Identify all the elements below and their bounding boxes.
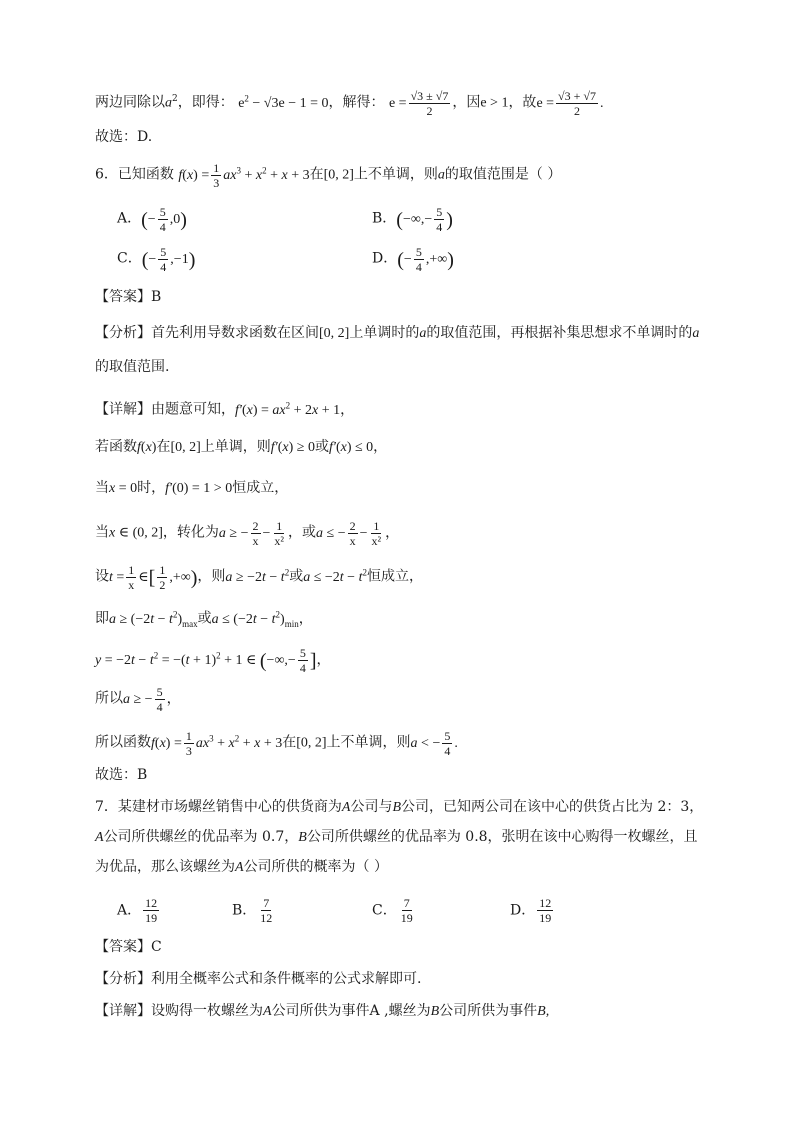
text-fragment: 两边同除以 [95,94,165,111]
math-expr: (−∞,− $\frac{5}{4}$ ) [396,205,453,234]
text-fragment: 恒成立， [366,568,423,585]
option-label: B． [232,902,257,919]
math-expr: [0, 2] [296,735,327,751]
option-d [372,245,454,274]
answer-label: 【答案】 [95,939,151,955]
text-fragment: 若函数 [95,439,137,455]
text-line: 故选：D. [95,129,153,145]
math-expr: f(x) [137,440,157,455]
answer-7 [95,937,162,957]
text-fragment: 6．已知函数 [95,166,174,183]
math-expr: f(x) = $\frac{1}{3}$ $ax^3 + x^2 + x + 3$ [151,728,283,758]
text-fragment: 上不单调，则 [326,734,411,751]
option-label: D． [372,250,398,267]
text-fragment: 或 [314,439,329,455]
math-expr: e > 1 [480,95,509,111]
text-fragment: ，转化为 [162,524,219,541]
text-fragment: 为优品，那么该螺丝为 [95,859,235,875]
text-line: 两边同除以$a^2$，即得： $e^2 - √3e - 1 = 0$，解得： e = $\frac{√3 \pm √7}{2}$ ，因e > 1，故e = $\frac{√3 + √7}{2}$ . [95,88,604,118]
text-fragment: 在 [282,734,297,751]
answer-value: B [151,289,162,305]
math-expr: $a \ge -2t - t^2$ [225,567,290,585]
text-fragment: 的取值范围是（ ） [444,166,562,183]
option-label: A． [117,902,142,919]
text-fragment: 公司所供为事件 [439,1003,538,1019]
option-label: A． [117,210,142,227]
math-expr: $e^2 - √3e - 1 = 0$ [238,93,329,111]
math-expr: $y = -2t - t^2 = -(t + 1)^2 + 1$ ∈ (−∞,− $\frac{5}{4}$ ]， [95,645,331,675]
option-a [117,896,161,925]
text-fragment: 上单调时的 [349,325,420,341]
math-expr: $a \le (-2t - t^2)_{min}$， [211,609,313,629]
text-fragment: 或 [197,610,212,627]
question-7 [95,797,703,818]
analysis-label: 【分析】 [95,971,151,987]
text-fragment: 公司与 [350,799,393,815]
text-fragment: ，因 [452,94,481,111]
math-expr: $a \ge (-2t - t^2)_{max}$ [109,609,198,629]
question-6 [95,160,561,190]
text-fragment: ，故 [508,94,537,111]
detail-line [95,728,458,758]
option-label: C． [117,250,142,267]
detail-line [95,562,423,592]
detail-label: 【详解】 [95,401,151,418]
text-fragment: 设购得一枚螺丝为 [151,1003,263,1019]
math-expr: e = $\frac{√3 + √7}{2}$ . [536,88,604,118]
option-d [510,896,555,925]
text-fragment: 在 [309,166,324,183]
option-b [232,896,276,925]
text-fragment: 由题意可知， [151,401,235,418]
text-fragment: 设 [95,568,109,585]
math-expr: $\frac{12}{19}$ [145,896,158,925]
text-fragment: ，则 [197,568,226,585]
text-fragment: 所以函数 [95,734,151,751]
text-fragment: ，即得： [177,94,234,111]
math-expr: B [430,1004,440,1019]
option-label: B． [372,210,397,227]
math-expr: A [341,800,351,815]
math-expr: f′(x) ≤ 0， [328,440,388,455]
detail-line [95,685,181,714]
math-expr: A [95,830,104,845]
math-expr: B [298,830,307,845]
text-fragment: 或 [289,568,304,585]
text-fragment: 在 [156,439,171,455]
math-expr: $\frac{12}{19}$ [539,896,552,925]
math-expr: (− $\frac{5}{4}$ ,+∞) [397,245,454,274]
detail-line [95,519,399,548]
analysis-label: 【分析】 [95,325,151,341]
option-c [372,896,417,925]
math-expr: (− $\frac{5}{4}$ ,0) [141,205,187,234]
text-fragment: 上不单调，则 [353,166,438,183]
math-expr: f′(x) ≥ 0 [270,440,315,455]
math-expr: a ≤ − $\frac{2}{x}$ − $\frac{1}{\text{x²}}$ ， [316,519,400,548]
math-expr: f(x) = $\frac{1}{3}$ $ax^3 + x^2 + x + 3$ [178,160,310,190]
option-c [117,245,195,274]
text-fragment: 所以 [95,690,123,707]
math-expr: e = $\frac{√3 \pm √7}{2}$ [388,88,449,118]
text-fragment: 7．某建材市场螺丝销售中心的供货商为 [95,799,342,815]
math-expr: a ≥ − $\frac{5}{4}$ ， [123,685,181,714]
math-expr: a [692,326,700,341]
option-label: C． [372,902,397,919]
math-expr: a ≥ − $\frac{2}{x}$ − $\frac{1}{\text{x²}}$ [218,519,285,548]
text-fragment: 恒成立， [232,480,289,496]
math-expr: x ∈ (0, 2] [109,525,163,541]
math-expr: a [419,326,427,341]
math-expr: a [165,95,172,111]
analysis-6-cont: 的取值范围. [95,359,170,375]
option-a [117,205,187,234]
text-fragment: ，解得： [328,94,385,111]
detail-line [95,604,313,633]
math-expr: [0, 2] [323,167,354,183]
math-expr: $f'(x) = ax^2 + 2x + 1$， [235,400,355,418]
text-fragment: 公司所供螺丝的优品率为 0.7， [103,829,299,845]
math-expr: a < − $\frac{5}{4}$ . [410,728,458,758]
answer-label: 【答案】 [95,289,151,305]
math-expr: t = $\frac{1}{x}$ ∈[ $\frac{1}{2}$ ,+∞) [109,562,198,592]
answer-6 [95,287,161,307]
math-expr: f′(0) = 1 > 0 [165,481,233,496]
text-line: 故选：B [95,767,148,783]
analysis-6 [95,323,699,344]
detail-7 [95,1001,549,1022]
text-fragment: ，或 [288,524,317,541]
math-expr: A [263,1004,272,1019]
option-b [372,205,453,234]
math-expr: x = 0 [109,481,138,496]
math-expr: a [437,167,445,183]
math-expr: B, [537,1004,550,1019]
text-fragment: 上单调，则 [200,439,271,455]
math-expr: B [392,800,402,815]
question-7-cont [95,827,698,848]
text-fragment: 当 [95,480,109,496]
text-fragment: 公司所供螺丝的优品率为 0.8，张明在该中心购得一枚螺丝，且 [306,829,698,845]
math-expr: [0, 2] [319,326,350,341]
answer-value: C [151,939,162,955]
detail-line [95,437,387,458]
text-fragment: 公司所供的概率为（ ） [243,859,389,875]
text-fragment: 当 [95,524,109,541]
analysis-7 [95,969,421,989]
text-fragment: 即 [95,610,109,627]
math-expr: $\frac{7}{12}$ [260,896,273,925]
text-fragment: 首先利用导数求函数在区间 [151,325,319,341]
option-label: D． [510,902,536,919]
text-fragment: 时， [137,480,166,496]
math-expr: A [235,860,244,875]
math-expr: $a \le -2t - t^2$ [303,567,367,585]
detail-6 [95,395,354,421]
detail-line [95,645,331,675]
text-fragment: 公司所供为事件A ,螺丝为 [271,1003,431,1019]
detail-label: 【详解】 [95,1003,151,1019]
math-expr: $\frac{7}{19}$ [400,896,413,925]
detail-line [95,478,288,499]
text-fragment: 的取值范围，再根据补集思想求不单调时的 [426,325,693,341]
text-fragment: 公司，已知两公司在该中心的供货占比为 2：3， [401,799,704,815]
math-expr: [0, 2] [170,440,201,455]
text-fragment: 利用全概率公式和条件概率的公式求解即可. [151,971,422,987]
question-7-cont [95,857,388,878]
math-expr: (− $\frac{5}{4}$ ,−1) [141,245,196,274]
